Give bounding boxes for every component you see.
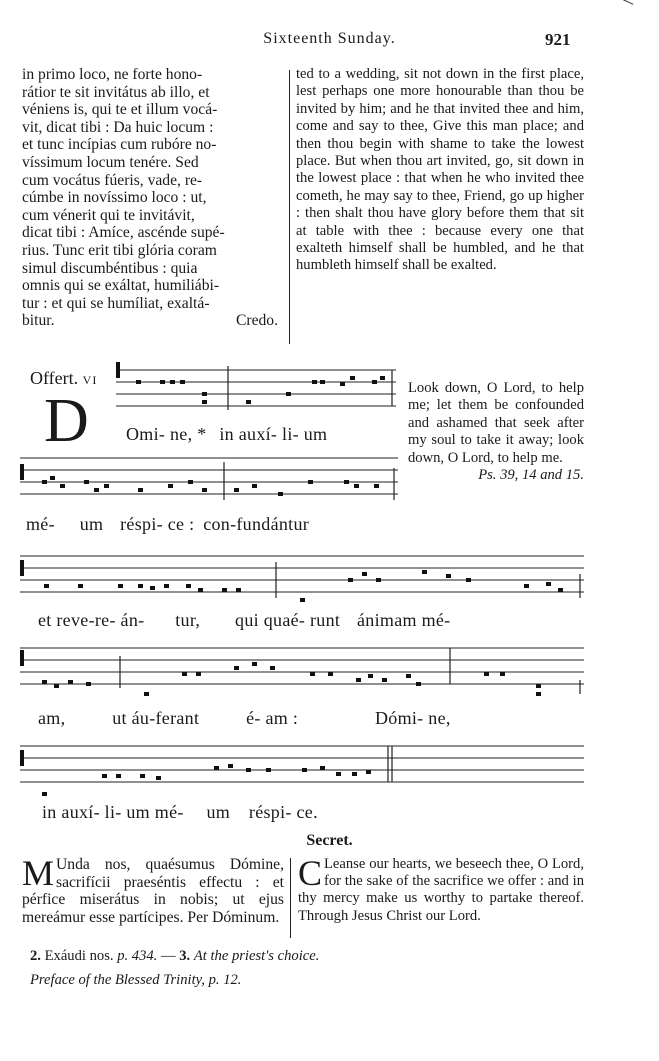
secret-english <box>298 853 584 925</box>
lyric-syllables: réspi- ce : <box>120 514 195 534</box>
corner-mark <box>617 0 634 5</box>
lyric-syllables: con-fundántur <box>203 514 310 534</box>
lyrics-staff-1 <box>126 424 327 445</box>
secret-latin <box>22 853 284 926</box>
lyric-syllables: é- am : <box>246 708 299 728</box>
gospel-latin-end: bitur. <box>22 312 55 330</box>
gospel-latin-line: víssimum locum tenére. Sed <box>22 153 199 171</box>
lyric-syllables: Omi- ne, <box>126 424 193 444</box>
secret-latin-text: Unda nos, quaésumus Dómine, sacrifícii praeséntis effectu : et pérfice miserátus in nobis; ut ejus mereámur esse partícipes. Per Dóminum. <box>22 856 284 926</box>
gospel-latin-line: simul discumbéntibus : quia <box>22 259 198 277</box>
lyrics-staff-4 <box>38 708 451 729</box>
lyrics-staff-5 <box>42 802 318 823</box>
running-header-title: Sixteenth Sunday. <box>263 30 396 47</box>
lyric-syllables: ut áu-ferant <box>112 708 200 728</box>
secret-english-text: Leanse our hearts, we beseech thee, O Lord, for the sake of the sacrifice we offer : and in thy mercy make us worthy to partake thereof. Through Jesus Christ our Lord. <box>298 856 584 924</box>
lyric-syllables: Dómi- ne, <box>374 708 451 728</box>
lyric-syllables: um <box>206 802 231 822</box>
do-clef-icon <box>20 464 24 480</box>
page-number: 921 <box>545 30 571 49</box>
rubric-number: 3. <box>179 948 191 964</box>
rubric-separator: — <box>160 948 176 964</box>
rubric-italic: At the priest's choice. <box>193 948 320 964</box>
lyric-syllables: tur, <box>175 610 201 630</box>
gospel-latin-line: et tunc incípias cum rubóre no- <box>22 136 217 154</box>
secret-latin-initial: M <box>22 853 55 893</box>
gospel-latin-line: vit, dicat tibi : Da huic locum : <box>22 118 214 136</box>
lyric-syllables: um <box>79 514 104 534</box>
column-divider <box>290 858 291 938</box>
rubric-text: Exáudi nos. <box>44 948 114 964</box>
rubric-page: p. 434. <box>117 948 158 964</box>
rubric-line-2: Preface of the Blessed Trinity, p. 12. <box>30 972 242 988</box>
gospel-latin-last-line <box>22 312 284 330</box>
gospel-latin-line: cúmbe in novíssimo loco : ut, <box>22 189 207 207</box>
lyric-syllables: in auxí- li- um mé- <box>42 802 184 822</box>
gospel-latin-line: in primo loco, ne forte hono- <box>22 66 203 83</box>
lyric-syllables: in auxí- li- um <box>219 424 328 444</box>
column-divider <box>289 70 290 344</box>
offertory-english-text: Look down, O Lord, to help me; let them be confounded and ashamed that seek after my soul to take it away; look down, O Lord, to help me. <box>408 380 584 466</box>
gospel-latin-line: véniens is, qui te et illum vocá- <box>22 101 218 119</box>
secret-heading: Secret. <box>306 832 353 849</box>
gospel-latin-line: dicat tibi : Amíce, ascénde supé- <box>22 224 225 242</box>
gospel-latin-line: tur : et qui se humíliat, exaltá- <box>22 294 210 312</box>
lyric-syllables: mé- <box>26 514 55 534</box>
asterisk-mark: * <box>197 424 207 444</box>
lyrics-staff-3 <box>38 610 450 631</box>
gospel-latin-line: omnis qui se exáltat, humiliábi- <box>22 277 220 295</box>
do-clef-icon <box>116 362 120 378</box>
chant-staff-4 <box>20 638 586 700</box>
gospel-latin-line: rátior te sit invitátus ab illo, et <box>22 83 210 101</box>
offertory-english <box>408 380 584 484</box>
chant-staff-2 <box>20 450 402 508</box>
secret-english-initial: C <box>298 853 323 893</box>
rubric-line-1 <box>30 948 319 965</box>
offertory-label-text: Offert. <box>30 368 79 388</box>
do-clef-icon <box>20 560 24 576</box>
do-clef-icon <box>20 750 24 766</box>
gospel-latin-line: cum vocátus fúeris, vade, re- <box>22 171 203 189</box>
chant-staff-1 <box>116 362 400 422</box>
offertory-label <box>30 368 97 389</box>
psalm-reference: Ps. 39, 14 and 15. <box>478 467 584 484</box>
lyric-syllables: réspi- ce. <box>248 802 318 822</box>
lyric-syllables: et reve-re- án- <box>38 610 145 630</box>
credo-label: Credo. <box>235 312 278 330</box>
offertory-mode: VI <box>82 373 98 387</box>
gospel-latin-line: rius. Tunc erit tibi glória coram <box>22 241 217 259</box>
gospel-latin-column <box>22 66 284 330</box>
offertory-initial: D <box>44 387 89 455</box>
lyric-syllables: qui quaé- runt <box>235 610 341 630</box>
lyric-syllables: am, <box>38 708 66 728</box>
lyric-syllables: ánimam mé- <box>357 610 451 630</box>
chant-staff-3 <box>20 548 586 608</box>
gospel-latin-line: cum vénerit qui te invitávit, <box>22 206 195 224</box>
gospel-english-text: ted to a wedding, sit not down in the first place, lest perhaps one more honourable than thou be invited by him; and he that invited thee and him, come and say to thee, Give this man place; and then thou begin with shame to take the lowest place. But when thou art invited, go, sit down in the lowest place : that when he who invited thee cometh, he may say to thee, Friend, go up higher : then shalt thou have glory before them that sit at table with thee : because every one that exalteth himself shall be humbled, and he that humbleth himself shall be exalted. <box>296 66 584 274</box>
chant-staff-5 <box>20 736 586 802</box>
do-clef-icon <box>20 650 24 666</box>
rubric-number: 2. <box>30 948 41 964</box>
lyrics-staff-2 <box>26 514 309 535</box>
